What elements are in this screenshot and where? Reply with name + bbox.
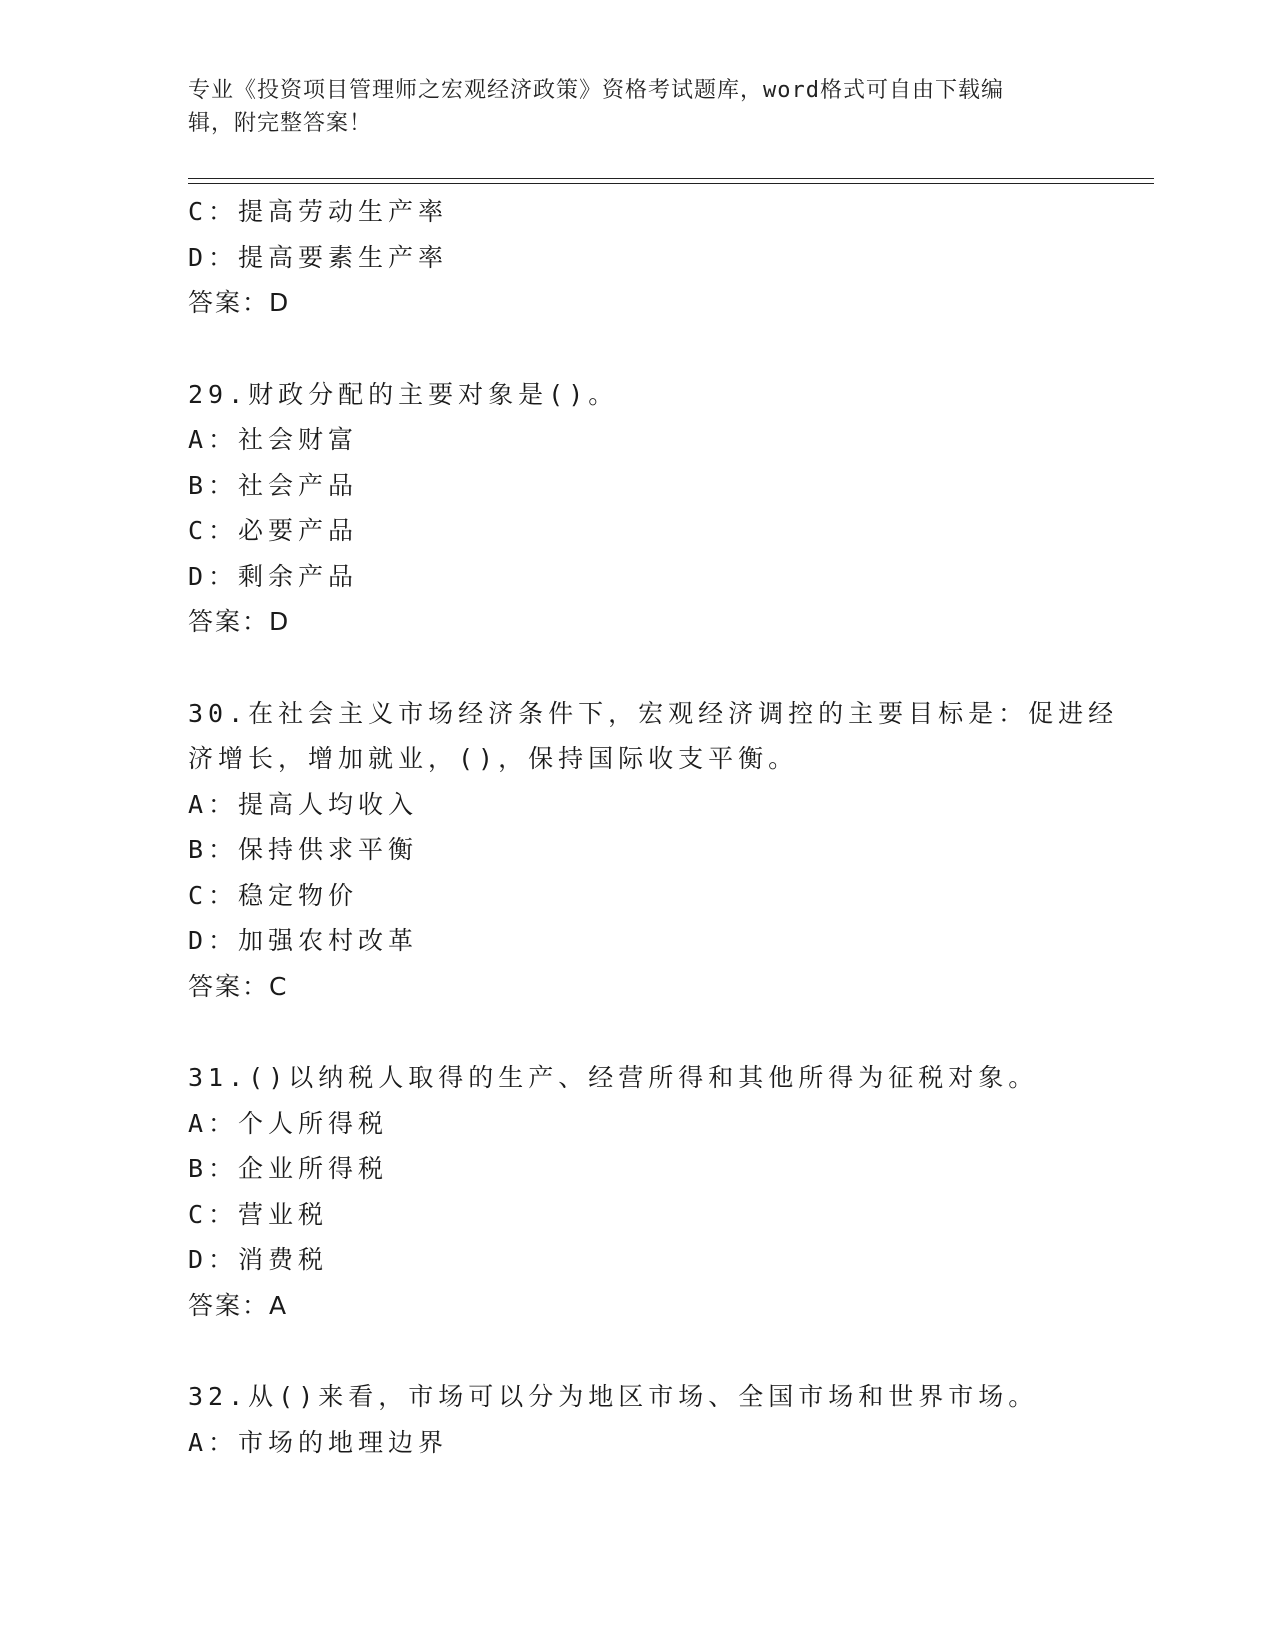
answer: 答案：D [188, 607, 291, 636]
question-fragment [188, 189, 1088, 326]
option-c: C：营业税 [188, 1199, 329, 1229]
option-b: B：社会产品 [188, 470, 359, 500]
answer: 答案：D [188, 288, 291, 317]
option-d: D：提高要素生产率 [188, 242, 449, 272]
option-a: A：提高人均收入 [188, 789, 419, 819]
header-line-2: 辑，附完整答案！ [188, 111, 373, 136]
header-divider-bottom [188, 183, 1154, 184]
question-30 [188, 691, 1119, 1010]
option-b: B：保持供求平衡 [188, 835, 419, 864]
option-c: C：提高劳动生产率 [188, 197, 449, 226]
answer: 答案：A [188, 1290, 289, 1320]
option-a: A：社会财富 [188, 425, 359, 454]
header-line-1: 专业《投资项目管理师之宏观经济政策》资格考试题库，word格式可自由下载编 [188, 78, 1004, 103]
question-stem: 32.从()来看，市场可以分为地区市场、全国市场和世界市场。 [188, 1382, 1039, 1411]
option-a: A：个人所得税 [188, 1108, 389, 1138]
question-stem: 30.在社会主义市场经济条件下，宏观经济调控的主要目标是：促进经 [188, 698, 1119, 728]
question-list [188, 189, 1119, 1465]
question-stem: 29.财政分配的主要对象是()。 [188, 379, 619, 409]
question-stem-continued: 济增长，增加就业，()，保持国际收支平衡。 [188, 744, 799, 773]
option-a: A：市场的地理边界 [188, 1427, 449, 1457]
option-c: C：必要产品 [188, 516, 359, 545]
option-c: C：稳定物价 [188, 880, 359, 910]
question-29 [188, 372, 1088, 645]
question-stem: 31.()以纳税人取得的生产、经营所得和其他所得为征税对象。 [188, 1063, 1039, 1092]
option-d: D：剩余产品 [188, 561, 359, 591]
option-d: D：消费税 [188, 1245, 329, 1274]
answer: 答案：C [188, 971, 289, 1001]
question-31 [188, 1055, 1088, 1328]
option-b: B：企业所得税 [188, 1154, 389, 1183]
question-32 [188, 1374, 1088, 1465]
header-divider-top [188, 178, 1154, 179]
option-d: D：加强农村改革 [188, 926, 419, 955]
document-header [188, 74, 1068, 140]
